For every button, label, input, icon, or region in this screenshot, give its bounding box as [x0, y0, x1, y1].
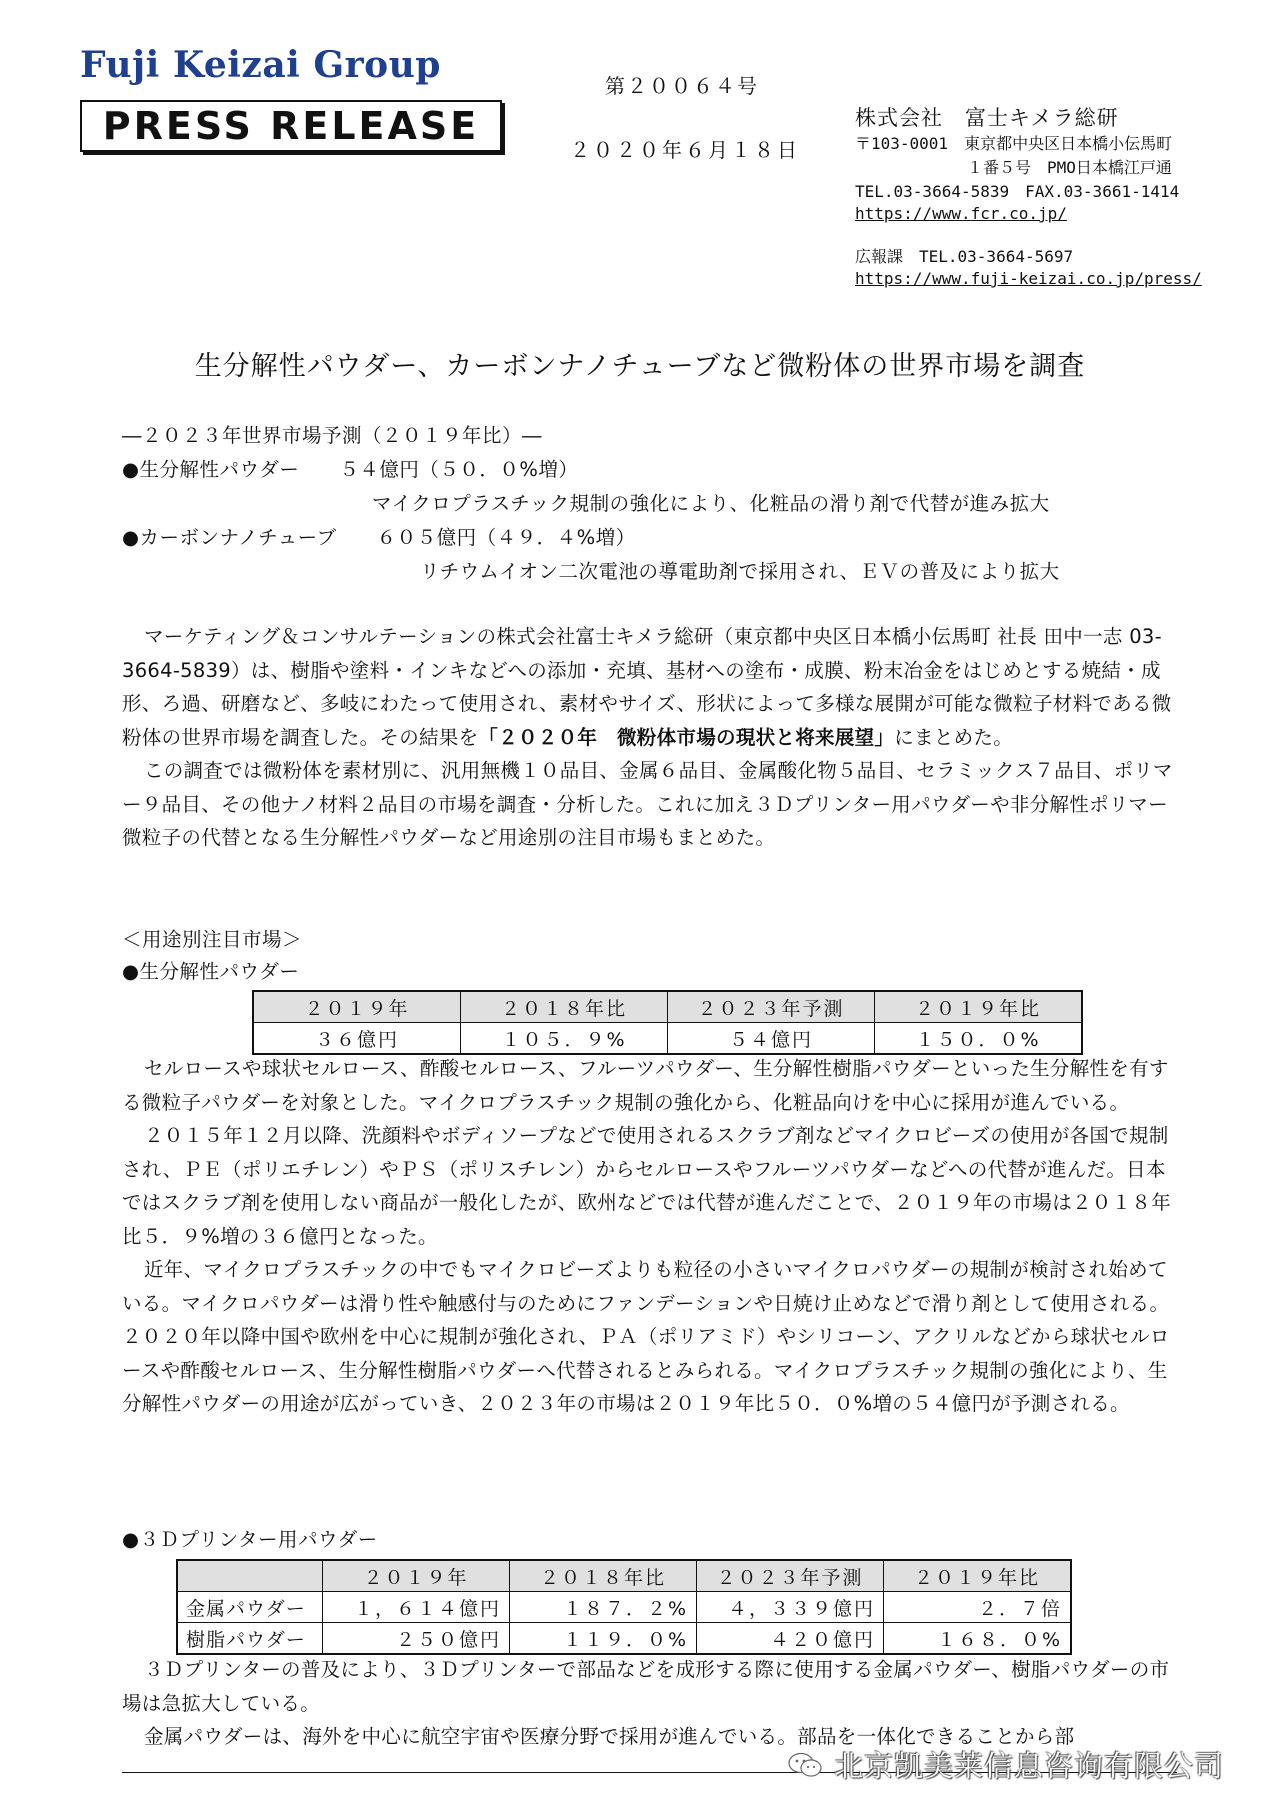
table-cell: ３６億円 [253, 1023, 461, 1055]
table-cell: １１９．０% [510, 1623, 697, 1655]
table-cell: 金属パウダー [177, 1592, 323, 1623]
table-cell: ４２０億円 [697, 1623, 884, 1655]
table-header: ２０１９年 [253, 991, 461, 1023]
report-title-bold: 「２０２０年 微粉体市場の現状と将来展望」 [478, 725, 895, 749]
table-cell: 樹脂パウダー [177, 1623, 323, 1655]
table-cell: ４，３３９億円 [697, 1592, 884, 1623]
body-paragraph: セルロースや球状セルロース、酢酸セルロース、フルーツパウダー、生分解性樹脂パウダーといった生分解性を有する微粒子パウダーを対象とした。マイクロプラスチック規制の強化から、化粧品向けを中心に採用が進んでいる。 [122, 1057, 1169, 1114]
table-cell: ２．７倍 [884, 1592, 1072, 1623]
company-url-link[interactable]: https://www.fcr.co.jp/ [855, 204, 1067, 223]
forecast-label: ―２０２３年世界市場予測（２０１９年比）― [122, 424, 543, 447]
press-release-banner [80, 100, 502, 152]
summary-item-biodegradable: ●生分解性パウダー ５４億円（５０．０%増） [122, 458, 579, 481]
biodegradable-table [252, 990, 1083, 1055]
table-header: ２０１９年比 [884, 1560, 1072, 1592]
biodegradable-text [122, 1052, 1177, 1421]
table-cell: １６８．０% [884, 1623, 1072, 1655]
table-cell: １５０．０% [875, 1023, 1083, 1055]
pr-contact: 広報課 TEL.03-3664-5697 [855, 247, 1074, 266]
press-release-label: PRESS RELEASE [102, 104, 480, 148]
summary-item-cnt-desc: リチウムイオン二次電池の導電助剤で採用され、ＥＶの普及により拡大 [420, 560, 1060, 583]
table-header: ２０１９年 [323, 1560, 510, 1592]
release-date: ２０２０年６月１８日 [570, 138, 800, 162]
table-cell: １８７．２% [510, 1592, 697, 1623]
phone-fax: TEL.03-3664-5839 FAX.03-3661-1414 [855, 182, 1180, 201]
table-header: ２０１８年比 [510, 1560, 697, 1592]
table-header: ２０１９年比 [875, 991, 1083, 1023]
watermark [788, 1744, 1224, 1785]
table-row [177, 1623, 1071, 1655]
3d-printer-text [122, 1653, 1177, 1754]
body-paragraph: ３Ｄプリンターの普及により、３Ｄプリンターで部品などを成形する際に使用する金属パウダー、樹脂パウダーの市場は急拡大している。 [122, 1658, 1170, 1715]
intro-paragraph-2: この調査では微粉体を素材別に、汎用無機１０品目、金属６品目、金属酸化物５品目、セラミックス７品目、ポリマー９品目、その他ナノ材料２品目の市場を調査・分析した。これに加え３Ｄプリンター用パウダーや非分解性ポリマー微粒子の代替となる生分解性パウダーなど用途別の注目市場もまとめた。 [122, 759, 1173, 849]
table-header [177, 1560, 323, 1592]
document-number: 第２００６４号 [605, 74, 759, 98]
table-cell: ５４億円 [668, 1023, 875, 1055]
watermark-text: 北京凯美莱信息咨询有限公司 [834, 1749, 1225, 1783]
subsection-biodegradable: ●生分解性パウダー [122, 960, 300, 983]
table-row [177, 1592, 1071, 1623]
address-line-2: １番５号 PMO日本橋江戸通 [855, 158, 1172, 177]
company-logo: Fuji Keizai Group [80, 44, 441, 86]
table-header: ２０２３年予測 [697, 1560, 884, 1592]
summary-item-biodegradable-desc: マイクロプラスチック規制の強化により、化粧品の滑り剤で代替が進み拡大 [372, 492, 1050, 515]
wechat-icon [788, 1752, 822, 1778]
table-cell: １０５．９% [461, 1023, 668, 1055]
company-name: 株式会社 富士キメラ総研 [855, 106, 1119, 130]
table-cell: ２５０億円 [323, 1623, 510, 1655]
subsection-3d-printer: ●３Ｄプリンター用パウダー [122, 1528, 378, 1551]
intro-text [122, 620, 1177, 855]
table-header: ２０２３年予測 [668, 991, 875, 1023]
section-heading: ＜用途別注目市場＞ [122, 928, 303, 951]
table-header: ２０１８年比 [461, 991, 668, 1023]
summary-item-cnt: ●カーボンナノチューブ ６０５億円（４９．４%増） [122, 526, 636, 549]
body-paragraph: 金属パウダーは、海外を中心に航空宇宙や医療分野で採用が進んでいる。部品を一体化できることから部 [144, 1725, 1075, 1748]
page-title: 生分解性パウダー、カーボンナノチューブなど微粉体の世界市場を調査 [194, 351, 1086, 382]
3d-printer-table [176, 1559, 1072, 1655]
address-line-1: 〒103-0001 東京都中央区日本橋小伝馬町 [855, 134, 1173, 153]
press-url-link[interactable]: https://www.fuji-keizai.co.jp/press/ [855, 269, 1202, 288]
intro-paragraph-1: マーケティング＆コンサルテーションの株式会社富士キメラ総研（東京都中央区日本橋小伝馬町 社長 田中一志 03-3664-5839）は、樹脂や塗料・インキなどへの添加・充填、基材への塗布・成膜、粉末冶金をはじめとする焼結・成形、ろ過、研磨など、多岐にわたって使用され、素材やサイズ、形状によって多様な展開が可能な微粒子材料である微粉体の世界市場を調査した。その結果を「２０２０年 微粉体市場の現状と将来展望」にまとめた。 [122, 625, 1172, 749]
body-paragraph: 近年、マイクロプラスチックの中でもマイクロビーズよりも粒径の小さいマイクロパウダーの規制が検討され始めている。マイクロパウダーは滑り性や触感付与のためにファンデーションや日焼け止めなどで滑り剤として使用される。２０２０年以降中国や欧州を中心に規制が強化され、ＰＡ（ポリアミド）やシリコーン、アクリルなどから球状セルロースや酢酸セルロース、生分解性樹脂パウダーへ代替されるとみられる。マイクロプラスチック規制の強化により、生分解性パウダーの用途が広がっていき、２０２３年の市場は２０１９年比５０．０%増の５４億円が予測される。 [122, 1258, 1170, 1415]
table-cell: １，６１４億円 [323, 1592, 510, 1623]
body-paragraph: ２０１５年１２月以降、洗顔料やボディソープなどで使用されるスクラブ剤などマイクロビーズの使用が各国で規制され、ＰＥ（ポリエチレン）やＰＳ（ポリスチレン）からセルロースやフルーツパウダーなどへの代替が進んだ。日本ではスクラブ剤を使用しない商品が一般化したが、欧州などでは代替が進んだことで、２０１９年の市場は２０１８年比５．９%増の３６億円となった。 [122, 1124, 1172, 1248]
